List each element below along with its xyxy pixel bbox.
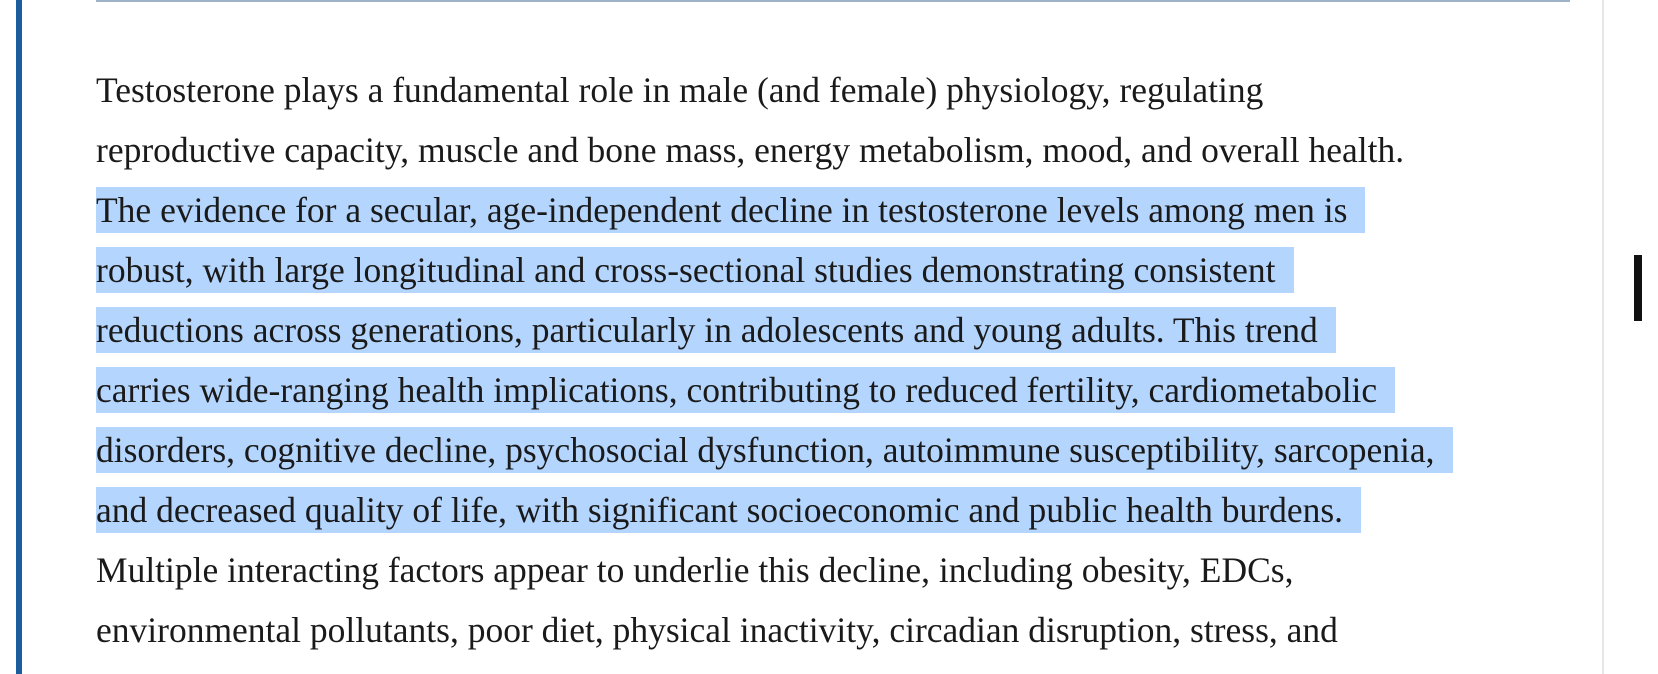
- text-selection: The evidence for a secular, age-independent decline in testosterone levels among men is: [96, 187, 1365, 233]
- text-line: environmental pollutants, poor diet, physical inactivity, circadian disruption, stress, and: [96, 610, 1338, 650]
- article-paragraph: [96, 60, 1596, 660]
- blockquote-left-accent: [16, 0, 22, 674]
- selected-text-line: [96, 300, 1596, 360]
- text-selection: and decreased quality of life, with significant socioeconomic and public health burdens.: [96, 487, 1361, 533]
- selected-text-line: [96, 480, 1596, 540]
- scrollbar-thumb[interactable]: [1634, 255, 1642, 321]
- text-selection: disorders, cognitive decline, psychosocial dysfunction, autoimmune susceptibility, sarcopenia,: [96, 427, 1453, 473]
- text-line: Testosterone plays a fundamental role in male (and female) physiology, regulating: [96, 70, 1264, 110]
- selected-text-line: [96, 240, 1596, 300]
- content-right-border: [1602, 0, 1604, 674]
- text-selection: robust, with large longitudinal and cross-sectional studies demonstrating consistent: [96, 247, 1294, 293]
- text-selection: carries wide-ranging health implications, contributing to reduced fertility, cardiometabolic: [96, 367, 1395, 413]
- text-selection: reductions across generations, particularly in adolescents and young adults. This trend: [96, 307, 1336, 353]
- text-line: Multiple interacting factors appear to underlie this decline, including obesity, EDCs,: [96, 550, 1294, 590]
- selected-text-line: [96, 420, 1596, 480]
- text-line: reproductive capacity, muscle and bone mass, energy metabolism, mood, and overall health.: [96, 130, 1405, 170]
- selected-text-line: [96, 180, 1596, 240]
- section-divider: [96, 0, 1570, 2]
- selected-text-line: [96, 360, 1596, 420]
